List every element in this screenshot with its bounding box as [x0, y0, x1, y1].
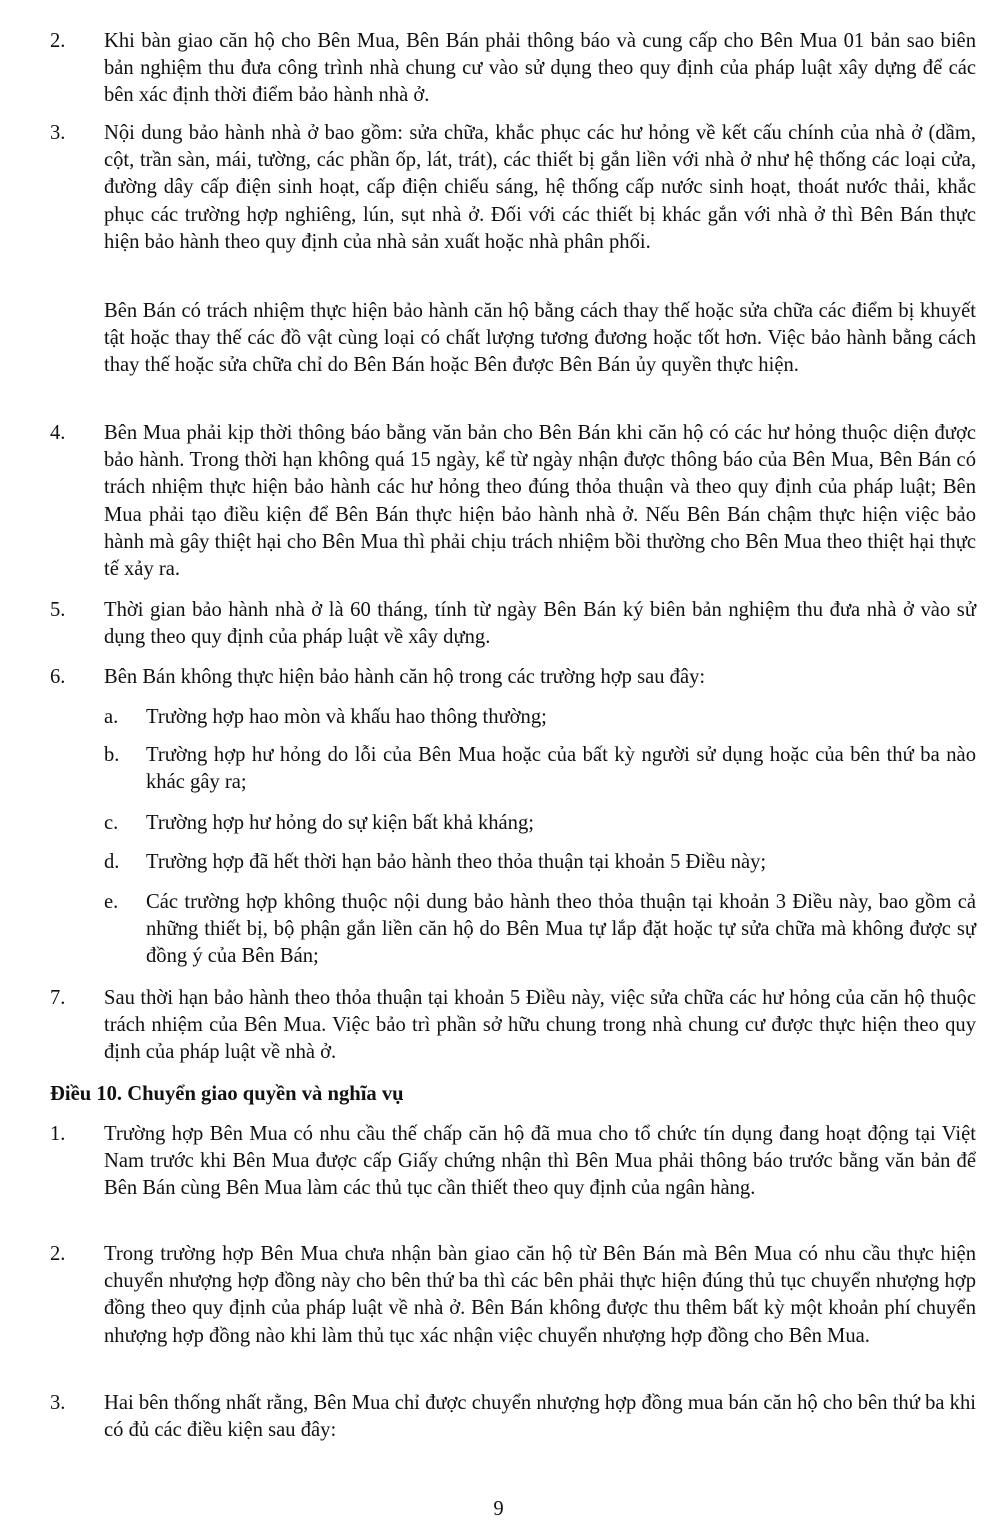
clause-number: 3. — [50, 122, 66, 144]
clause-number: 3. — [50, 1392, 66, 1414]
clause-text: Bên Bán có trách nhiệm thực hiện bảo hành căn hộ bằng cách thay thế hoặc sửa chữa các điểm bị khuyết tật hoặc thay thế các đồ vật cùng loại có chất lượng tương đương hoặc tốt hơn. Việc bảo hành bằng cách thay thế hoặc sửa chữa chỉ do Bên Bán hoặc Bên được Bên Bán ủy quyền thực hiện. — [104, 300, 976, 377]
clause-text: Bên Mua phải kịp thời thông báo bằng văn bản cho Bên Bán khi căn hộ có các hư hỏng thuộc diện được bảo hành. Trong thời hạn không quá 15 ngày, kể từ ngày nhận được thông báo của Bên Mua, Bên Bán có trách nhiệm thực hiện bảo hành các hư hỏng theo đúng thỏa thuận và theo quy định của pháp luật; Bên Mua phải tạo điều kiện để Bên Bán thực hiện bảo hành nhà ở. Nếu Bên Bán chậm thực hiện việc bảo hành mà gây thiệt hại cho Bên Mua thì phải chịu trách nhiệm bồi thường cho Bên Mua theo thiệt hại thực tế xảy ra. — [104, 422, 976, 581]
sub-clause-text: Trường hợp hao mòn và khấu hao thông thường; — [146, 706, 547, 728]
sub-clause-text: Trường hợp hư hỏng do sự kiện bất khả kháng; — [146, 812, 534, 834]
clause-text: Nội dung bảo hành nhà ở bao gồm: sửa chữa, khắc phục các hư hỏng về kết cấu chính của nhà ở (dầm, cột, trần sàn, mái, tường, các phần ốp, lát, trát), các thiết bị gắn liền với nhà ở như hệ thống các loại cửa, đường dây cấp điện sinh hoạt, cấp điện chiếu sáng, hệ thống cấp nước sinh hoạt, thoát nước thải, khắc phục các trường hợp nghiêng, lún, sụt nhà ở. Đối với các thiết bị khác gắn với nhà ở thì Bên Bán thực hiện bảo hành theo quy định của nhà sản xuất hoặc nhà phân phối. — [104, 122, 976, 253]
clause-text: Bên Bán không thực hiện bảo hành căn hộ trong các trường hợp sau đây: — [104, 666, 706, 688]
clause-number: 4. — [50, 422, 66, 444]
clause-text: Khi bàn giao căn hộ cho Bên Mua, Bên Bán phải thông báo và cung cấp cho Bên Mua 01 bản sao biên bản nghiệm thu đưa công trình nhà chung cư vào sử dụng theo quy định của pháp luật xây dựng để các bên xác định thời điểm bảo hành nhà ở. — [104, 30, 976, 107]
clause-text: Trường hợp Bên Mua có nhu cầu thế chấp căn hộ đã mua cho tổ chức tín dụng đang hoạt động tại Việt Nam trước khi Bên Mua được cấp Giấy chứng nhận thì Bên Mua phải thông báo trước bằng văn bản để Bên Bán cùng Bên Mua làm các thủ tục cần thiết theo quy định của ngân hàng. — [104, 1123, 976, 1200]
clause-text: Trong trường hợp Bên Mua chưa nhận bàn giao căn hộ từ Bên Bán mà Bên Mua có nhu cầu thực hiện chuyển nhượng hợp đồng này cho bên thứ ba thì các bên phải thực hiện đúng thủ tục chuyển nhượng hợp đồng theo quy định của pháp luật về nhà ở. Bên Bán không được thu thêm bất kỳ một khoản phí chuyển nhượng hợp đồng nào khi làm thủ tục xác nhận việc chuyển nhượng hợp đồng cho Bên Mua. — [104, 1243, 976, 1347]
article-heading: Điều 10. Chuyển giao quyền và nghĩa vụ — [50, 1083, 404, 1105]
clause-number: 2. — [50, 30, 66, 52]
sub-clause-letter: e. — [104, 891, 119, 913]
clause-number: 6. — [50, 666, 66, 688]
sub-clause-text: Trường hợp đã hết thời hạn bảo hành theo thỏa thuận tại khoản 5 Điều này; — [146, 851, 767, 873]
sub-clause-letter: c. — [104, 812, 119, 834]
clause-number: 2. — [50, 1243, 66, 1265]
clause-number: 1. — [50, 1123, 66, 1145]
page-number: 9 — [493, 1498, 504, 1520]
clause-number: 5. — [50, 599, 66, 621]
sub-clause-text: Các trường hợp không thuộc nội dung bảo hành theo thỏa thuận tại khoản 3 Điều này, bao gồm cả những thiết bị, bộ phận gắn liền căn hộ do Bên Mua tự lắp đặt hoặc tự sửa chữa mà không được sự đồng ý của Bên Bán; — [146, 891, 976, 968]
sub-clause-letter: a. — [104, 706, 119, 728]
clause-text: Sau thời hạn bảo hành theo thỏa thuận tại khoản 5 Điều này, việc sửa chữa các hư hỏng của căn hộ thuộc trách nhiệm của Bên Mua. Việc bảo trì phần sở hữu chung trong nhà chung cư được thực hiện theo quy định của pháp luật về nhà ở. — [104, 987, 976, 1064]
sub-clause-text: Trường hợp hư hỏng do lỗi của Bên Mua hoặc của bất kỳ người sử dụng hoặc của bên thứ ba nào khác gây ra; — [146, 744, 976, 794]
clause-text: Hai bên thống nhất rằng, Bên Mua chỉ được chuyển nhượng hợp đồng mua bán căn hộ cho bên thứ ba khi có đủ các điều kiện sau đây: — [104, 1392, 976, 1442]
sub-clause-letter: b. — [104, 744, 120, 766]
clause-number: 7. — [50, 987, 66, 1009]
sub-clause-letter: d. — [104, 851, 120, 873]
clause-text: Thời gian bảo hành nhà ở là 60 tháng, tính từ ngày Bên Bán ký biên bản nghiệm thu đưa nhà ở vào sử dụng theo quy định của pháp luật về xây dựng. — [104, 599, 976, 649]
